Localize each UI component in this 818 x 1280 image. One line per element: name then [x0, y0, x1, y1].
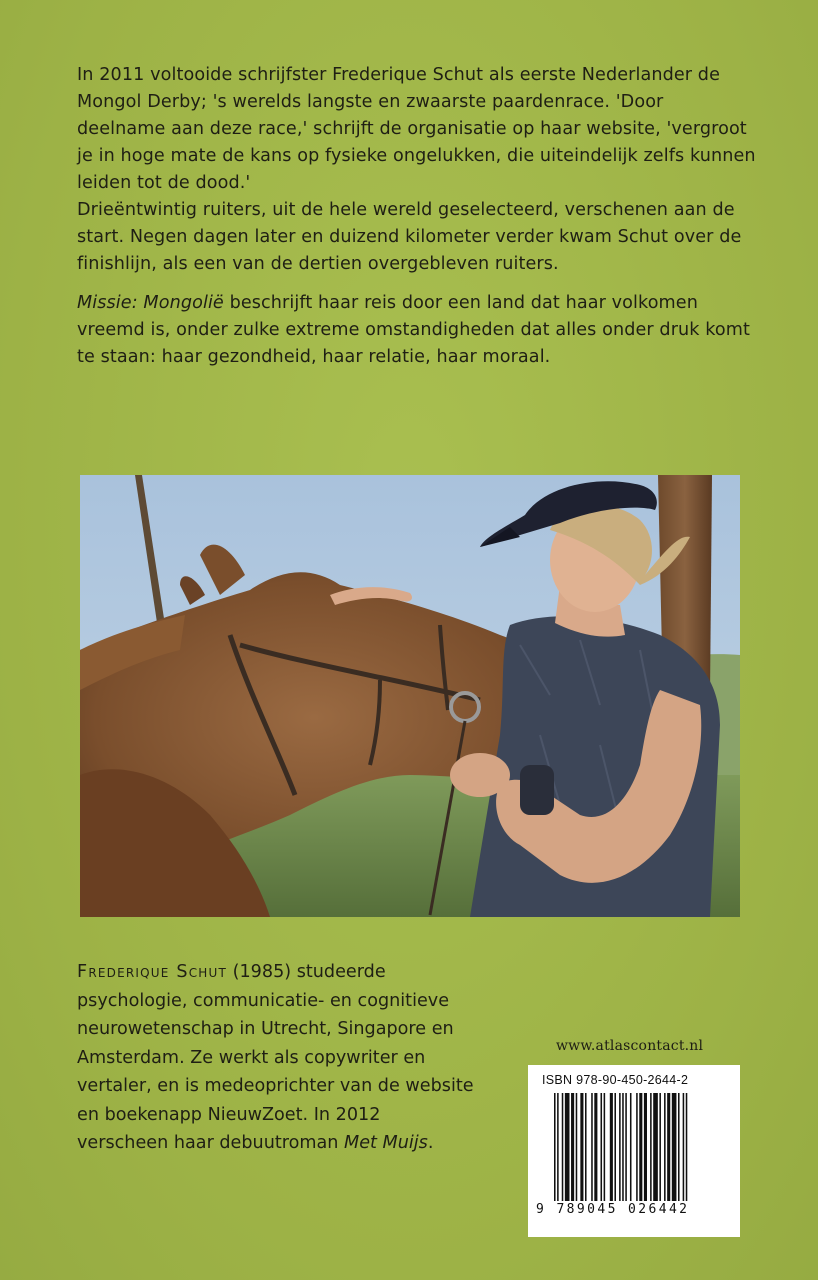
isbn-barcode	[528, 1065, 740, 1237]
publisher-website: www.atlascontact.nl	[556, 1038, 704, 1054]
blurb-paragraph-3	[77, 290, 757, 371]
ean-digits: 9 789045 026442	[536, 1202, 690, 1217]
cover-photo-rider-with-horse	[80, 475, 740, 917]
blurb-paragraph-1: In 2011 voltooide schrijfster Frederique Schut als eerste Nederlander de Mongol Derby; 's werelds langste en zwaarste paardenrace. 'Door deelname aan deze race,' schrijft de organisatie op haar website, 'vergroot je in hoge mate de kans op fysieke ongelukken, die uiteindelijk zelfs kunnen leiden tot de dood.'	[77, 65, 756, 193]
isbn-label: ISBN 978-90-450-2644-2	[542, 1073, 689, 1087]
book-title: Missie: Mongolië	[77, 293, 224, 313]
barcode-bars	[554, 1093, 726, 1201]
blurb-paragraph-3-text: beschrijft haar reis door een land dat haar volkomen vreemd is, onder zulke extreme omstandigheden dat alles onder druk komt te staan: haar gezondheid, haar relatie, haar moraal.	[77, 293, 751, 367]
debut-title: Met Muijs	[344, 1133, 428, 1153]
author-bio-end: .	[427, 1133, 434, 1153]
back-cover-blurb	[77, 62, 757, 371]
author-bio	[77, 958, 477, 1158]
blurb-paragraph-2: Drieëntwintig ruiters, uit de hele wereld geselecteerd, verschenen aan de start. Negen dagen later en duizend kilometer verder kwam Schut over de finishlijn, als een van de dertien overgebleven ruiters.	[77, 200, 742, 274]
author-name: Frederique Schut	[77, 962, 228, 982]
author-bio-text: (1985) studeerde psychologie, communicatie- en cognitieve neurowetenschap in Utrecht, Singapore en Amsterdam. Ze werkt als copywriter en vertaler, en is medeoprichter van de website en boekenapp NieuwZoet. In 2012 verscheen haar debuutroman	[77, 962, 474, 1153]
